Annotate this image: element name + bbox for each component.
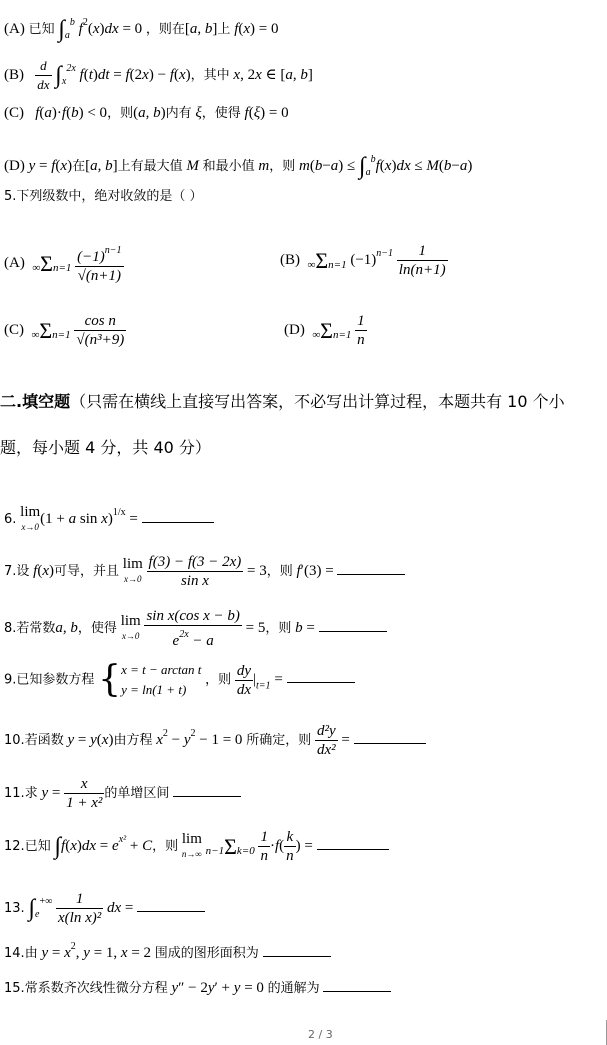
section2-title: 二.填空题 bbox=[0, 392, 71, 411]
q5-option-d: (D) ∞Σn=1 $\frac{1}{n}$ bbox=[284, 313, 365, 348]
q13-answer-blank[interactable] bbox=[137, 897, 205, 912]
q15-line: 15.常系数齐次线性微分方程 y″ − 2y′ + y = 0 的通解为 bbox=[4, 977, 391, 999]
option-d-line: (D) y = f(x)在[a, b]上有最大值 M 和最小值 m，则 $m(b-a) \le \int_a^bf(x)dx \le M(b-a)$ bbox=[4, 153, 473, 180]
q9-answer-blank[interactable] bbox=[287, 668, 355, 683]
q5-option-b: (B) ∞Σn=1 $(-1)^{n-1}$ $\frac{1}{\ln(n+1)}$ bbox=[280, 243, 446, 278]
q8-answer-blank[interactable] bbox=[319, 617, 387, 632]
q11-line: 11.求 y = $\frac{x}{\text{1 + x²}}$ 的单增区间 bbox=[4, 775, 241, 812]
section2-desc-line1: （只需在横线上直接写出答案，不必写出计算过程，本题共有 10 个小 bbox=[70, 392, 565, 411]
section2-heading bbox=[0, 390, 565, 414]
q15-answer-blank[interactable] bbox=[323, 977, 391, 992]
q8-line: 8.若常数a, b，使得 lim x→0 $\frac{\text{sin x(cos x − b)}}{e^{2x} - a}$ = 5，则 b = bbox=[4, 607, 387, 650]
q14-line: 14.由 $y = x^2$, y = 1, x = 2 围成的图形面积为 bbox=[4, 937, 331, 964]
q14-answer-blank[interactable] bbox=[263, 942, 331, 957]
q5-stem: 5.下列级数中，绝对收敛的是（ ） bbox=[4, 189, 203, 204]
option-b-line: (B) $\frac{d}{dx}$ $\int_x^{2x}$ f(t)dt = f(2x) − f(x)，其中 x, 2x ∈ [a, b] bbox=[4, 58, 313, 92]
q12-line: 12.已知 $\int f(x)dx = e^{x^2} + C$，则 lim n→∞ n−1Σk=0 $\frac{1}{n}$ ·f( $\frac{k}{n}$ ) = bbox=[4, 828, 389, 865]
q11-answer-blank[interactable] bbox=[173, 782, 241, 797]
q6-line: 6. lim x→0(1 + a sin x)$^{1/x}$ = bbox=[4, 503, 214, 534]
q13-line: 13. $\int_e^{+\infty}$ $\frac{1}{\text{x(ln x)²}}$ dx = bbox=[4, 890, 205, 927]
q10-answer-blank[interactable] bbox=[354, 729, 426, 744]
q7-line: 7.设 f(x)可导，并且 lim x→0 $\frac{f(3) - f(3 - 2x)}{\text{sin x}}$ = 3，则 f′(3) = bbox=[4, 553, 405, 590]
page-number: 2 / 3 bbox=[308, 1028, 333, 1041]
section2-desc-line2: 题，每小题 4 分，共 40 分） bbox=[0, 438, 211, 457]
q6-answer-blank[interactable] bbox=[142, 508, 214, 523]
q9-line: 9.已知参数方程 {x = t − arctan t y = ln(1 + t) ，则 $\frac{dy}{dx}$ $|_{t=1}$ = bbox=[4, 660, 355, 700]
q5-option-a: (A) ∞Σn=1 $\frac{(-1)^{n-1}}{√(n+1)}$ bbox=[4, 242, 124, 285]
option-c-line: (C) f(a)·f(b) < 0，则(a, b)内有 ξ，使得 f(ξ) = 0 bbox=[4, 105, 289, 121]
q10-line: 10.若函数 y = y(x)由方程 $x^2 - y^2 - 1 = 0$ 所确定，则 $\frac{\text{d²y}}{\text{dx²}}$ = bbox=[4, 722, 426, 759]
q7-answer-blank[interactable] bbox=[337, 560, 405, 575]
q5-option-c: (C) ∞Σn=1 $\frac{\text{cos n}}{\text{√(n³+9)}}$ bbox=[4, 313, 125, 348]
q12-answer-blank[interactable] bbox=[317, 835, 389, 850]
option-a-line: (A) 已知 $\int_a^b$ $f^2(x)dx = 0$ ，则在[a, b]上 f(x) = 0 bbox=[4, 16, 279, 43]
